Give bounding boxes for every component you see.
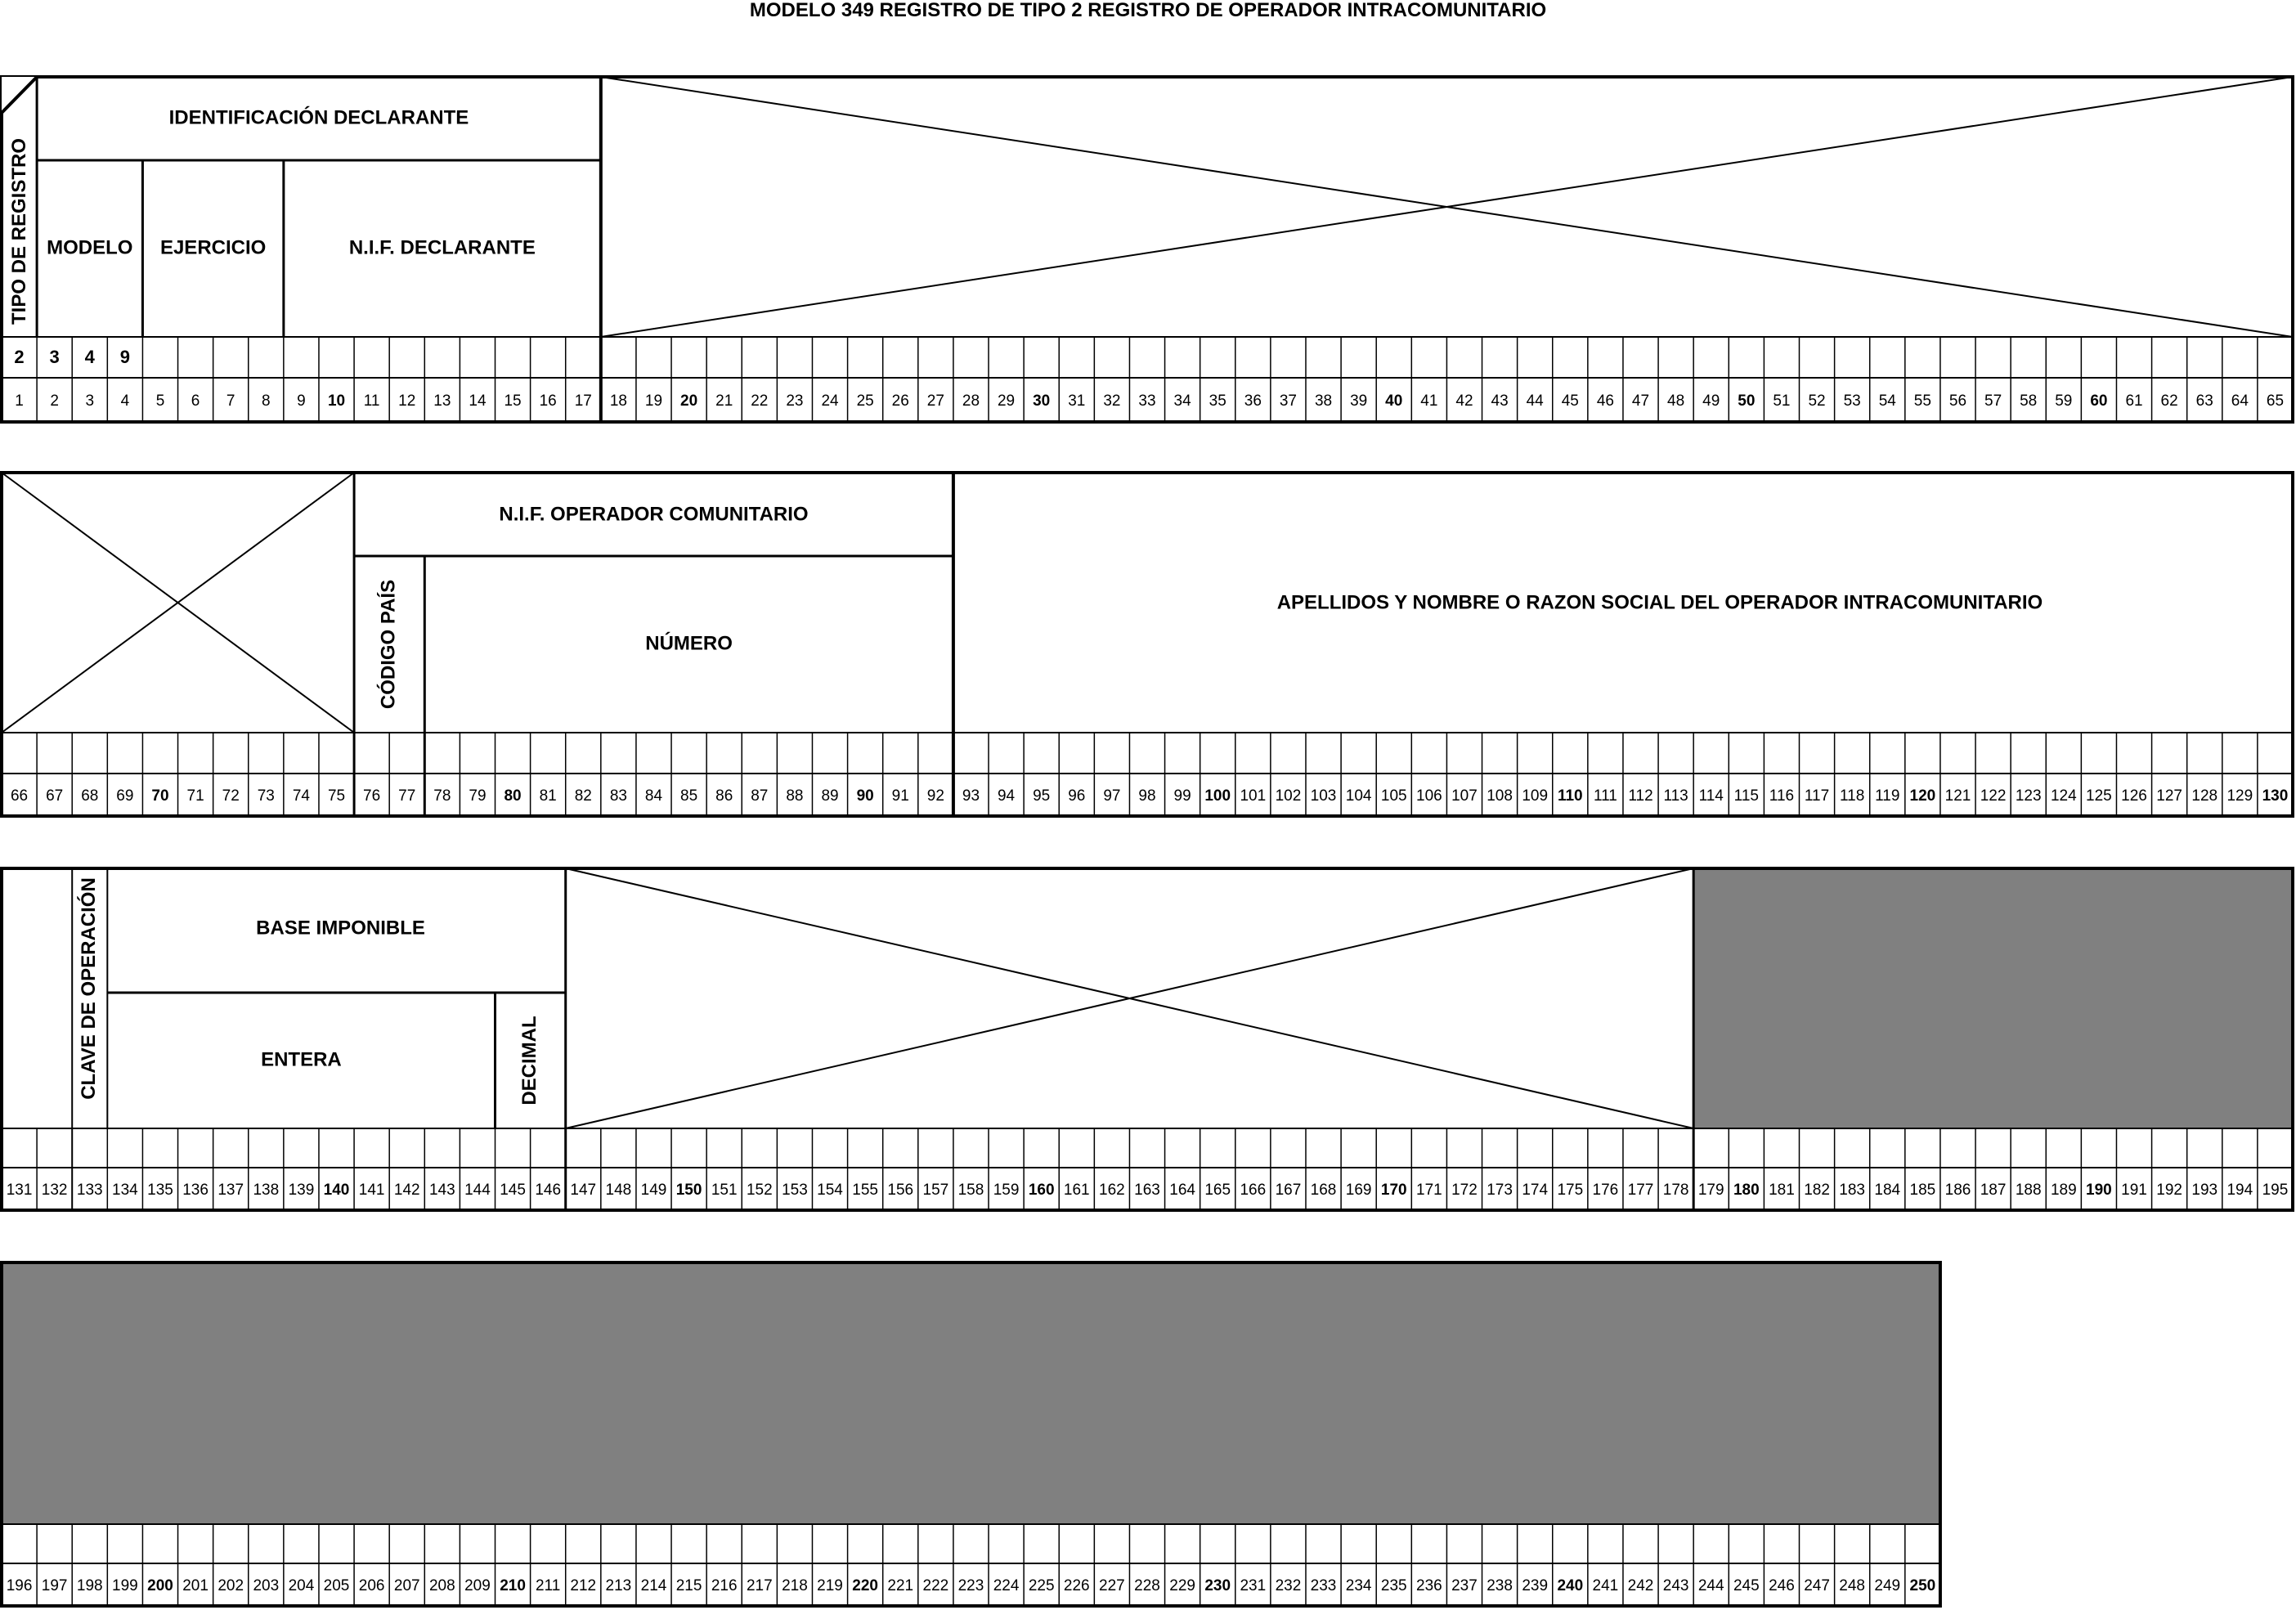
position-number: 124 <box>2050 787 2077 805</box>
position-number: 230 <box>1204 1577 1231 1595</box>
position-number: 216 <box>711 1577 738 1595</box>
position-number: 78 <box>433 787 451 805</box>
position-number: 126 <box>2121 787 2147 805</box>
position-number: 94 <box>997 787 1016 805</box>
position-number: 109 <box>1522 787 1549 805</box>
position-number: 155 <box>852 1182 878 1200</box>
position-number: 49 <box>1702 392 1720 410</box>
position-number: 114 <box>1698 787 1724 805</box>
position-number: 2 <box>50 392 59 410</box>
position-number: 149 <box>640 1182 667 1200</box>
position-number: 10 <box>327 392 346 410</box>
position-number: 25 <box>856 392 874 410</box>
position-number: 40 <box>1385 392 1403 410</box>
position-number: 241 <box>1592 1577 1619 1595</box>
position-number: 27 <box>926 392 944 410</box>
position-number: 73 <box>257 787 275 805</box>
position-number: 187 <box>1980 1182 2007 1200</box>
header-codigo-pais: CÓDIGO PAÍS <box>377 579 400 710</box>
position-number: 210 <box>500 1577 526 1595</box>
position-number: 238 <box>1487 1577 1513 1595</box>
position-number: 182 <box>1804 1182 1830 1200</box>
position-number: 161 <box>1063 1182 1090 1200</box>
position-number: 223 <box>957 1577 984 1595</box>
position-number: 183 <box>1839 1182 1866 1200</box>
position-number: 221 <box>887 1577 914 1595</box>
position-number: 219 <box>817 1577 843 1595</box>
fixed-value: 9 <box>119 346 131 367</box>
position-number: 178 <box>1662 1182 1689 1200</box>
position-number: 243 <box>1662 1577 1689 1595</box>
position-number: 91 <box>891 787 909 805</box>
position-number: 115 <box>1733 787 1759 805</box>
position-number: 190 <box>2086 1182 2112 1200</box>
position-number: 79 <box>469 787 487 805</box>
position-number: 184 <box>1874 1182 1901 1200</box>
position-number: 62 <box>2160 392 2178 410</box>
position-number: 75 <box>327 787 346 805</box>
position-number: 16 <box>539 392 557 410</box>
position-number: 122 <box>1980 787 2007 805</box>
header-clave-operacion: CLAVE DE OPERACIÓN <box>78 877 101 1100</box>
position-number: 233 <box>1310 1577 1337 1595</box>
position-number: 47 <box>1631 392 1650 410</box>
position-number: 179 <box>1697 1182 1724 1200</box>
position-number: 118 <box>1840 787 1865 805</box>
position-number: 23 <box>786 392 804 410</box>
position-number: 181 <box>1769 1182 1795 1200</box>
position-number: 151 <box>711 1182 738 1200</box>
position-number: 68 <box>81 787 99 805</box>
position-number: 108 <box>1487 787 1513 805</box>
position-number: 87 <box>751 787 769 805</box>
position-number: 18 <box>609 392 627 410</box>
position-number: 218 <box>782 1577 808 1595</box>
position-number: 177 <box>1627 1182 1654 1200</box>
position-number: 199 <box>112 1577 138 1595</box>
position-number: 234 <box>1345 1577 1372 1595</box>
position-number: 235 <box>1380 1577 1407 1595</box>
position-number: 81 <box>539 787 557 805</box>
header-entera: ENTERA <box>261 1048 342 1071</box>
position-number: 8 <box>262 392 271 410</box>
position-number: 140 <box>323 1182 350 1200</box>
position-number: 164 <box>1169 1182 1195 1200</box>
position-number: 198 <box>76 1577 103 1595</box>
position-number: 53 <box>1843 392 1861 410</box>
position-number: 36 <box>1244 392 1262 410</box>
position-number: 92 <box>926 787 944 805</box>
position-number: 132 <box>41 1182 68 1200</box>
position-number: 4 <box>120 392 130 410</box>
position-number: 166 <box>1240 1182 1267 1200</box>
position-number: 38 <box>1314 392 1333 410</box>
position-number: 145 <box>500 1182 526 1200</box>
position-number: 229 <box>1169 1577 1195 1595</box>
position-number: 174 <box>1522 1182 1549 1200</box>
position-number: 195 <box>2262 1182 2289 1200</box>
position-number: 51 <box>1773 392 1791 410</box>
position-number: 246 <box>1769 1577 1795 1595</box>
position-number: 37 <box>1279 392 1298 410</box>
position-number: 206 <box>358 1577 385 1595</box>
position-number: 220 <box>852 1577 878 1595</box>
header-base-imponible: BASE IMPONIBLE <box>256 917 425 940</box>
position-number: 176 <box>1592 1182 1619 1200</box>
position-number: 191 <box>2121 1182 2147 1200</box>
position-number: 211 <box>536 1577 561 1595</box>
position-number: 44 <box>1526 392 1544 410</box>
position-number: 96 <box>1068 787 1086 805</box>
position-number: 242 <box>1627 1577 1654 1595</box>
position-number: 70 <box>151 787 169 805</box>
position-number: 150 <box>675 1182 702 1200</box>
position-number: 41 <box>1420 392 1438 410</box>
position-number: 57 <box>1984 392 2002 410</box>
position-number: 231 <box>1240 1577 1267 1595</box>
position-number: 180 <box>1733 1182 1760 1200</box>
position-number: 97 <box>1103 787 1121 805</box>
position-number: 121 <box>1944 787 1971 805</box>
position-number: 143 <box>428 1182 455 1200</box>
position-number: 204 <box>288 1577 315 1595</box>
position-number: 197 <box>41 1577 68 1595</box>
position-number: 240 <box>1557 1577 1584 1595</box>
position-number: 3 <box>85 392 95 410</box>
position-number: 154 <box>817 1182 843 1200</box>
position-number: 71 <box>186 787 204 805</box>
position-number: 125 <box>2086 787 2112 805</box>
position-number: 163 <box>1134 1182 1160 1200</box>
position-number: 89 <box>821 787 839 805</box>
position-number: 142 <box>393 1182 420 1200</box>
position-number: 156 <box>887 1182 914 1200</box>
position-number: 250 <box>1909 1577 1936 1595</box>
shaded-area <box>1693 868 2293 1128</box>
position-number: 50 <box>1738 392 1756 410</box>
position-number: 196 <box>6 1577 33 1595</box>
position-number: 63 <box>2195 392 2213 410</box>
position-number: 224 <box>993 1577 1020 1595</box>
position-number: 192 <box>2156 1182 2182 1200</box>
position-number: 171 <box>1416 1182 1442 1200</box>
position-number: 168 <box>1310 1182 1337 1200</box>
position-number: 113 <box>1663 787 1688 805</box>
position-number: 123 <box>2015 787 2042 805</box>
position-number: 239 <box>1522 1577 1549 1595</box>
position-number: 213 <box>605 1577 632 1595</box>
position-number: 82 <box>574 787 592 805</box>
header-decimal: DECIMAL <box>518 1016 540 1105</box>
position-number: 72 <box>222 787 240 805</box>
position-number: 1 <box>15 392 24 410</box>
position-number: 31 <box>1068 392 1086 410</box>
section-2-border <box>2 473 2293 816</box>
position-number: 106 <box>1416 787 1442 805</box>
position-number: 236 <box>1416 1577 1442 1595</box>
position-number: 136 <box>182 1182 209 1200</box>
position-number: 77 <box>398 787 416 805</box>
position-number: 245 <box>1733 1577 1760 1595</box>
position-number: 248 <box>1839 1577 1866 1595</box>
position-number: 9 <box>297 392 306 410</box>
position-number: 48 <box>1667 392 1685 410</box>
position-number: 205 <box>323 1577 350 1595</box>
position-number: 247 <box>1804 1577 1830 1595</box>
position-number: 98 <box>1138 787 1156 805</box>
position-number: 60 <box>2090 392 2108 410</box>
header-modelo: MODELO <box>47 236 133 259</box>
position-number: 160 <box>1028 1182 1055 1200</box>
position-number: 225 <box>1028 1577 1055 1595</box>
position-number: 202 <box>217 1577 244 1595</box>
position-number: 107 <box>1451 787 1478 805</box>
position-number: 86 <box>715 787 733 805</box>
position-number: 45 <box>1561 392 1579 410</box>
position-number: 129 <box>2226 787 2253 805</box>
position-number: 165 <box>1204 1182 1231 1200</box>
position-number: 85 <box>680 787 698 805</box>
position-number: 137 <box>217 1182 244 1200</box>
position-number: 208 <box>428 1577 455 1595</box>
position-number: 117 <box>1804 787 1830 805</box>
position-number: 29 <box>997 392 1016 410</box>
position-number: 130 <box>2262 787 2289 805</box>
position-number: 33 <box>1138 392 1156 410</box>
position-number: 147 <box>570 1182 597 1200</box>
position-number: 217 <box>746 1577 773 1595</box>
position-number: 159 <box>993 1182 1020 1200</box>
position-number: 15 <box>504 392 522 410</box>
position-number: 61 <box>2125 392 2143 410</box>
position-number: 54 <box>1878 392 1896 410</box>
position-number: 215 <box>675 1577 702 1595</box>
position-number: 128 <box>2191 787 2218 805</box>
position-number: 34 <box>1173 392 1191 410</box>
fixed-value: 3 <box>49 346 60 367</box>
position-number: 133 <box>76 1182 103 1200</box>
position-number: 170 <box>1380 1182 1407 1200</box>
position-number: 105 <box>1380 787 1407 805</box>
position-number: 67 <box>46 787 64 805</box>
position-number: 103 <box>1310 787 1337 805</box>
position-number: 162 <box>1099 1182 1125 1200</box>
position-number: 43 <box>1491 392 1509 410</box>
position-number: 227 <box>1099 1577 1125 1595</box>
header-ejercicio: EJERCICIO <box>159 236 267 259</box>
position-number: 148 <box>605 1182 632 1200</box>
position-number: 52 <box>1808 392 1826 410</box>
position-number: 12 <box>398 392 416 410</box>
position-number: 116 <box>1769 787 1795 805</box>
position-number: 88 <box>786 787 804 805</box>
page-title: MODELO 349 REGISTRO DE TIPO 2 REGISTRO DE OPERADOR INTRACOMUNITARIO <box>749 0 1547 21</box>
position-number: 139 <box>288 1182 315 1200</box>
position-number: 131 <box>6 1182 33 1200</box>
position-number: 201 <box>182 1577 209 1595</box>
position-number: 207 <box>393 1577 420 1595</box>
position-number: 152 <box>746 1182 773 1200</box>
position-number: 193 <box>2191 1182 2218 1200</box>
position-number: 185 <box>1909 1182 1936 1200</box>
position-number: 46 <box>1596 392 1614 410</box>
position-number: 104 <box>1345 787 1372 805</box>
header-numero: NÚMERO <box>645 632 733 655</box>
position-number: 249 <box>1874 1577 1901 1595</box>
header-tipo-registro: TIPO DE REGISTRO <box>7 137 30 325</box>
position-number: 222 <box>922 1577 949 1595</box>
header-apellidos-nombre: APELLIDOS Y NOMBRE O RAZON SOCIAL DEL OPERADOR INTRACOMUNITARIO <box>1276 591 2043 614</box>
position-number: 158 <box>957 1182 984 1200</box>
header-identificacion-declarante: IDENTIFICACIÓN DECLARANTE <box>168 106 469 129</box>
position-number: 74 <box>292 787 310 805</box>
position-number: 172 <box>1451 1182 1478 1200</box>
position-number: 169 <box>1345 1182 1372 1200</box>
position-number: 13 <box>433 392 451 410</box>
position-number: 99 <box>1173 787 1191 805</box>
position-number: 76 <box>363 787 381 805</box>
position-number: 200 <box>147 1577 173 1595</box>
position-number: 58 <box>2020 392 2038 410</box>
position-number: 100 <box>1204 787 1231 805</box>
position-number: 138 <box>253 1182 280 1200</box>
shaded-area <box>2 1262 1940 1524</box>
header-nif-declarante: N.I.F. DECLARANTE <box>348 236 536 259</box>
position-number: 69 <box>116 787 134 805</box>
position-number: 153 <box>782 1182 808 1200</box>
position-number: 194 <box>2226 1182 2253 1200</box>
position-number: 6 <box>191 392 200 410</box>
position-number: 212 <box>570 1577 597 1595</box>
position-number: 237 <box>1451 1577 1478 1595</box>
position-number: 226 <box>1063 1577 1090 1595</box>
position-number: 209 <box>464 1577 491 1595</box>
position-number: 17 <box>574 392 592 410</box>
position-number: 214 <box>640 1577 667 1595</box>
position-number: 32 <box>1103 392 1121 410</box>
fixed-value: 4 <box>84 346 95 367</box>
position-number: 127 <box>2156 787 2182 805</box>
position-number: 167 <box>1275 1182 1302 1200</box>
position-number: 64 <box>2231 392 2249 410</box>
position-number: 111 <box>1593 787 1617 805</box>
position-number: 173 <box>1487 1182 1513 1200</box>
position-number: 203 <box>253 1577 280 1595</box>
position-number: 102 <box>1275 787 1302 805</box>
position-number: 188 <box>2015 1182 2042 1200</box>
position-number: 134 <box>112 1182 138 1200</box>
position-number: 11 <box>363 392 380 410</box>
position-number: 80 <box>504 787 522 805</box>
position-number: 26 <box>891 392 909 410</box>
position-number: 28 <box>962 392 980 410</box>
position-number: 30 <box>1033 392 1051 410</box>
position-number: 189 <box>2050 1182 2077 1200</box>
position-number: 42 <box>1455 392 1473 410</box>
position-number: 186 <box>1944 1182 1971 1200</box>
position-number: 5 <box>155 392 165 410</box>
position-number: 19 <box>644 392 663 410</box>
position-number: 20 <box>680 392 698 410</box>
fixed-value: 2 <box>14 346 25 367</box>
position-number: 84 <box>644 787 663 805</box>
position-number: 232 <box>1275 1577 1302 1595</box>
position-number: 39 <box>1350 392 1368 410</box>
position-number: 14 <box>469 392 487 410</box>
position-number: 90 <box>856 787 874 805</box>
position-number: 21 <box>715 392 733 410</box>
position-number: 146 <box>535 1182 562 1200</box>
position-number: 135 <box>147 1182 173 1200</box>
position-number: 112 <box>1628 787 1653 805</box>
position-number: 120 <box>1909 787 1936 805</box>
position-number: 55 <box>1913 392 1931 410</box>
position-number: 22 <box>751 392 769 410</box>
position-number: 95 <box>1033 787 1051 805</box>
position-number: 35 <box>1209 392 1226 410</box>
position-number: 93 <box>962 787 980 805</box>
position-number: 83 <box>609 787 627 805</box>
position-number: 119 <box>1875 787 1900 805</box>
position-number: 101 <box>1240 787 1267 805</box>
header-nif-operador-comunitario: N.I.F. OPERADOR COMUNITARIO <box>499 503 809 526</box>
position-number: 157 <box>922 1182 949 1200</box>
position-number: 175 <box>1557 1182 1584 1200</box>
position-number: 144 <box>464 1182 491 1200</box>
position-number: 24 <box>821 392 839 410</box>
position-number: 228 <box>1134 1577 1160 1595</box>
position-number: 56 <box>1948 392 1967 410</box>
position-number: 65 <box>2266 392 2285 410</box>
position-number: 66 <box>10 787 29 805</box>
position-number: 7 <box>226 392 235 410</box>
position-number: 110 <box>1557 787 1583 805</box>
position-number: 244 <box>1697 1577 1724 1595</box>
position-number: 59 <box>2055 392 2073 410</box>
position-number: 141 <box>358 1182 385 1200</box>
